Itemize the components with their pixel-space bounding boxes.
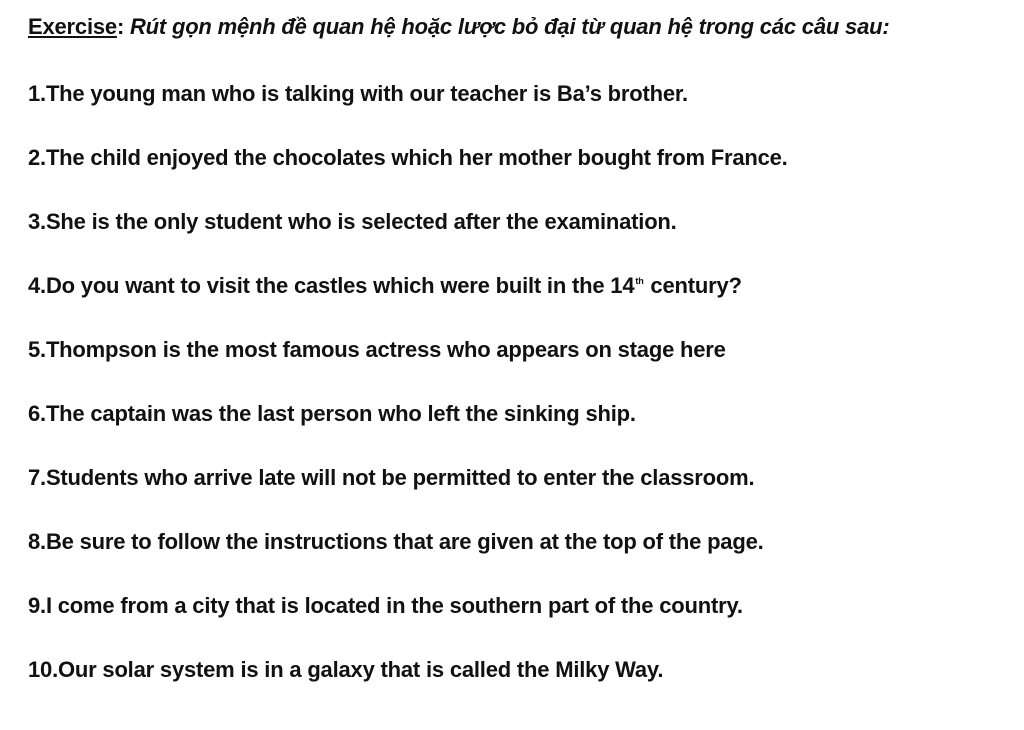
sentence-9: 9.I come from a city that is located in the southern part of the country.	[28, 593, 743, 618]
exercise-separator: :	[116, 14, 130, 39]
sentence-6: 6.The captain was the last person who left the sinking ship.	[28, 401, 636, 426]
exercise-heading	[28, 14, 889, 40]
sentence-2: 2.The child enjoyed the chocolates which her mother bought from France.	[28, 145, 788, 170]
ordinal-suffix: th	[635, 276, 644, 286]
sentence-4	[28, 273, 742, 299]
sentence-4-after: century?	[644, 273, 742, 298]
sentence-8: 8.Be sure to follow the instructions that are given at the top of the page.	[28, 529, 764, 554]
sentence-7: 7.Students who arrive late will not be permitted to enter the classroom.	[28, 465, 755, 490]
sentence-3: 3.She is the only student who is selected after the examination.	[28, 209, 677, 234]
sentence-1: 1.The young man who is talking with our teacher is Ba’s brother.	[28, 81, 688, 106]
sentence-4-before: 4.Do you want to visit the castles which were built in the 14	[28, 273, 635, 298]
exercise-instruction: Rút gọn mệnh đề quan hệ hoặc lược bỏ đại từ quan hệ trong các câu sau:	[129, 14, 890, 39]
sentence-5: 5.Thompson is the most famous actress who appears on stage here	[28, 337, 726, 362]
sentence-10: 10.Our solar system is in a galaxy that is called the Milky Way.	[28, 657, 664, 682]
exercise-label: Exercise	[28, 14, 117, 39]
